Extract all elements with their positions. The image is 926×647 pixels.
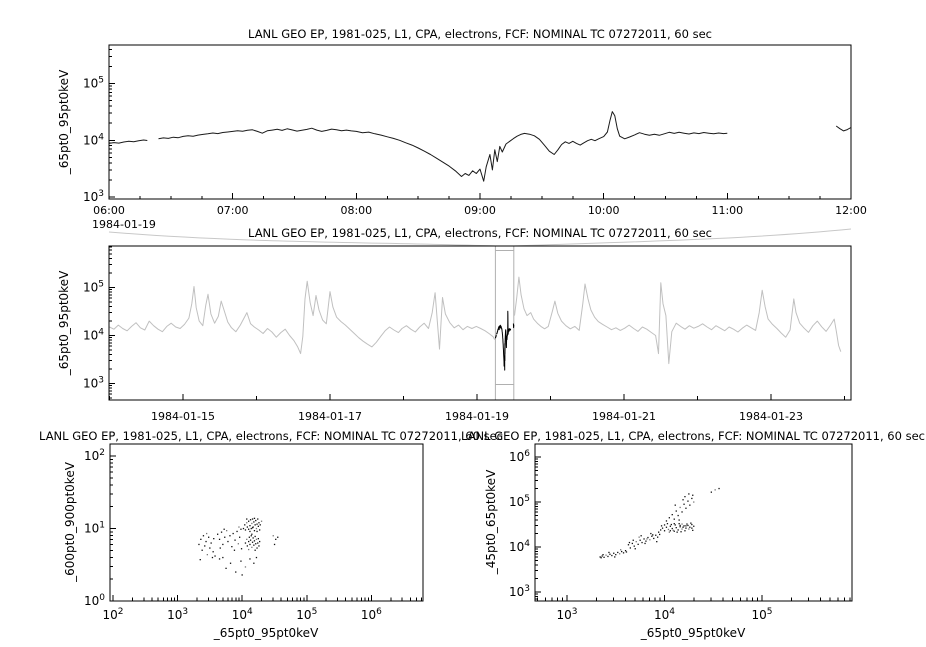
scatter-point xyxy=(251,535,252,536)
scatter-point xyxy=(672,514,673,515)
scatter-point xyxy=(247,545,248,546)
scatter-point xyxy=(251,528,252,529)
top-panel-title: LANL GEO EP, 1981-025, L1, CPA, electrons, FCF: NOMINAL TC 07272011, 60 sec xyxy=(248,27,712,41)
scatter-point xyxy=(221,532,222,533)
scatter-point xyxy=(217,534,218,535)
scatter-point xyxy=(669,532,670,533)
scatter-point xyxy=(659,534,660,535)
y-tick-label: $10^3$ xyxy=(82,375,104,391)
scatter-point xyxy=(689,527,690,528)
scatter-point xyxy=(219,558,220,559)
scatter-point xyxy=(650,533,651,534)
overview-timeseries-panel[interactable] xyxy=(83,247,845,423)
scatter-point xyxy=(640,540,641,541)
x-tick-label: 1984-01-17 xyxy=(298,410,362,423)
scatter-point xyxy=(200,539,201,540)
scatter-point xyxy=(222,557,223,558)
scatter-point xyxy=(253,521,254,522)
x-tick-label: 07:00 xyxy=(216,204,249,217)
scatter-point xyxy=(204,545,205,546)
x-tick-label: 06:00 xyxy=(93,204,125,217)
scatter-point xyxy=(253,537,254,538)
scatter-point xyxy=(715,489,716,490)
scatter-point xyxy=(633,540,634,541)
scatter-point xyxy=(261,521,262,522)
scatter-point xyxy=(644,543,645,544)
scatter-point xyxy=(246,518,247,519)
overview-y-axis-label: _65pt0_95pt0keV xyxy=(57,270,71,376)
scatter-point xyxy=(685,508,686,509)
scatter-left-x-axis-label: _65pt0_95pt0keV xyxy=(213,626,319,640)
scatter-point xyxy=(676,510,677,511)
scatter-point xyxy=(250,519,251,520)
x-tick-label: $10^6$ xyxy=(360,607,382,622)
scatter-point xyxy=(645,541,646,542)
scatter-point xyxy=(239,537,240,538)
scatter-point xyxy=(667,523,668,524)
scatter-point xyxy=(256,524,257,525)
scatter-point xyxy=(208,537,209,538)
scatter-point xyxy=(678,529,679,530)
scatter-point xyxy=(688,493,689,494)
scatter-point xyxy=(252,542,253,543)
scatter-left-points xyxy=(198,518,278,576)
scatter-point xyxy=(211,542,212,543)
scatter-point xyxy=(670,526,671,527)
scatter-point xyxy=(689,505,690,506)
scatter-point xyxy=(248,529,249,530)
scatter-point xyxy=(222,544,223,545)
y-tick-label: $10^1$ xyxy=(83,520,105,536)
scatter-point xyxy=(628,544,629,545)
scatter-point xyxy=(652,534,653,535)
scatter-point xyxy=(623,552,624,553)
scatter-point xyxy=(636,541,637,542)
scatter-right-panel[interactable] xyxy=(509,449,850,622)
scatter-point xyxy=(234,540,235,541)
top-y-axis-label: _65pt0_95pt0keV xyxy=(57,69,71,175)
scatter-point xyxy=(206,533,207,534)
x-tick-label: 1984-01-19 xyxy=(445,410,509,423)
scatter-point xyxy=(256,539,257,540)
scatter-point xyxy=(674,523,675,524)
x-tick-label: 1984-01-15 xyxy=(151,410,215,423)
x-tick-label: 11:00 xyxy=(711,204,744,217)
scatter-point xyxy=(257,542,258,543)
x-tick-label: $10^5$ xyxy=(751,607,773,622)
scatter-point xyxy=(273,535,274,536)
scatter-point xyxy=(258,526,259,527)
scatter-point xyxy=(248,541,249,542)
scatter-point xyxy=(676,527,677,528)
scatter-point xyxy=(233,533,234,534)
scatter-point xyxy=(693,526,694,527)
scatter-point xyxy=(255,543,256,544)
scatter-point xyxy=(684,530,685,531)
scatter-point xyxy=(247,526,248,527)
scatter-point xyxy=(691,498,692,499)
scatter-point xyxy=(224,529,225,530)
y-tick-label: $10^4$ xyxy=(508,539,530,554)
scatter-point xyxy=(242,574,243,575)
scatter-left-title: LANL GEO EP, 1981-025, L1, CPA, electrons, FCF: NOMINAL TC 07272011, 60 sec xyxy=(39,429,503,443)
scatter-point xyxy=(205,541,206,542)
y-tick-label: $10^3$ xyxy=(82,189,104,204)
scatter-left-panel[interactable] xyxy=(84,448,422,622)
scatter-point xyxy=(255,536,256,537)
scatter-point xyxy=(641,542,642,543)
scatter-point xyxy=(254,518,255,519)
scatter-point xyxy=(675,505,676,506)
scatter-left-y-axis-label: _600pt0_900pt0keV xyxy=(63,462,77,582)
scatter-point xyxy=(678,515,679,516)
scatter-point xyxy=(651,536,652,537)
scatter-point xyxy=(202,550,203,551)
x-tick-label: 1984-01-21 xyxy=(592,410,656,423)
scatter-point xyxy=(664,530,665,531)
scatter-point xyxy=(677,532,678,533)
scatter-point xyxy=(646,538,647,539)
y-tick-label: $10^4$ xyxy=(82,327,104,343)
x-tick-label: 12:00 xyxy=(835,204,867,217)
scatter-point xyxy=(234,550,235,551)
scatter-point xyxy=(250,540,251,541)
scatter-point xyxy=(258,522,259,523)
scatter-point xyxy=(632,543,633,544)
scatter-point xyxy=(680,507,681,508)
y-tick-label: $10^3$ xyxy=(508,584,530,599)
scatter-point xyxy=(675,524,676,525)
x-tick-label: $10^4$ xyxy=(231,607,253,622)
scatter-point xyxy=(614,556,615,557)
overview-selected-line xyxy=(495,311,513,370)
scatter-point xyxy=(207,554,208,555)
scatter-point xyxy=(638,544,639,545)
scatter-point xyxy=(684,496,685,497)
scatter-point xyxy=(236,531,237,532)
scatter-point xyxy=(231,546,232,547)
context-selection-box[interactable] xyxy=(495,246,513,400)
x-tick-label: $10^3$ xyxy=(556,607,578,622)
scatter-point xyxy=(249,558,250,559)
scatter-point xyxy=(649,539,650,540)
scatter-point xyxy=(209,547,210,548)
x-tick-label: $10^3$ xyxy=(167,607,189,622)
overview-series-line xyxy=(110,277,841,364)
y-tick-label: $10^6$ xyxy=(508,449,530,464)
scatter-point xyxy=(680,531,681,532)
scatter-point xyxy=(670,530,671,531)
scatter-point xyxy=(619,553,620,554)
scatter-point xyxy=(605,555,606,556)
x-tick-label: $10^5$ xyxy=(296,607,318,622)
scatter-point xyxy=(277,537,278,538)
scatter-point xyxy=(658,532,659,533)
scatter-point xyxy=(235,571,236,572)
scatter-point xyxy=(256,531,257,532)
scatter-point xyxy=(255,550,256,551)
scatter-point xyxy=(673,530,674,531)
scatter-point xyxy=(668,529,669,530)
scatter-point xyxy=(691,528,692,529)
scatter-point xyxy=(260,524,261,525)
scatter-point xyxy=(641,535,642,536)
scatter-point xyxy=(674,519,675,520)
scatter-point xyxy=(682,527,683,528)
scatter-point xyxy=(253,545,254,546)
scatter-point xyxy=(258,538,259,539)
scatter-point xyxy=(246,522,247,523)
scatter-point xyxy=(227,541,228,542)
scatter-point xyxy=(238,543,239,544)
scatter-point xyxy=(256,547,257,548)
scatter-point xyxy=(660,529,661,530)
scatter-point xyxy=(602,554,603,555)
scatter-point xyxy=(685,528,686,529)
scatter-point xyxy=(655,535,656,536)
scatter-point xyxy=(679,519,680,520)
scatter-point xyxy=(274,544,275,545)
scatter-point xyxy=(634,546,635,547)
scatter-point xyxy=(617,552,618,553)
scatter-point xyxy=(224,537,225,538)
scatter-point xyxy=(275,539,276,540)
scatter-point xyxy=(220,547,221,548)
scatter-point xyxy=(241,548,242,549)
scatter-point xyxy=(664,524,665,525)
scatter-point xyxy=(251,534,252,535)
scatter-point xyxy=(629,542,630,543)
scatter-point xyxy=(213,538,214,539)
y-tick-label: $10^4$ xyxy=(82,132,104,148)
scatter-point xyxy=(692,495,693,496)
scatter-right-points xyxy=(600,488,720,558)
scatter-right-y-axis-label: _45pt0_65pt0keV xyxy=(484,469,498,575)
scatter-point xyxy=(249,531,250,532)
scatter-point xyxy=(213,551,214,552)
scatter-point xyxy=(245,542,246,543)
scatter-point xyxy=(608,552,609,553)
scatter-point xyxy=(245,566,246,567)
scatter-point xyxy=(607,556,608,557)
scatter-point xyxy=(691,524,692,525)
scatter-point xyxy=(681,511,682,512)
scatter-point xyxy=(256,528,257,529)
scatter-point xyxy=(249,537,250,538)
scatter-point xyxy=(662,528,663,529)
scatter-point xyxy=(244,524,245,525)
scatter-right-title: LANL GEO EP, 1981-025, L1, CPA, electrons, FCF: NOMINAL TC 07272011, 60 sec xyxy=(461,429,925,443)
overview-panel-border[interactable] xyxy=(109,246,851,400)
scatter-point xyxy=(683,504,684,505)
x-tick-label: $10^2$ xyxy=(102,607,124,622)
scatter-point xyxy=(240,561,241,562)
scatter-point xyxy=(672,528,673,529)
scatter-point xyxy=(259,541,260,542)
scatter-point xyxy=(688,528,689,529)
scatter-point xyxy=(252,518,253,519)
scatter-point xyxy=(680,525,681,526)
scatter-point xyxy=(230,563,231,564)
scatter-point xyxy=(249,544,250,545)
scatter-point xyxy=(647,537,648,538)
scatter-point xyxy=(680,526,681,527)
scatter-right-border[interactable] xyxy=(535,444,852,601)
scatter-point xyxy=(693,501,694,502)
scatter-point xyxy=(203,535,204,536)
x-tick-label: 10:00 xyxy=(587,204,620,217)
scatter-point xyxy=(252,527,253,528)
scatter-point xyxy=(656,541,657,542)
scatter-point xyxy=(248,521,249,522)
scatter-point xyxy=(666,527,667,528)
scatter-point xyxy=(609,554,610,555)
scatter-point xyxy=(626,551,627,552)
scatter-point xyxy=(666,520,667,521)
x-tick-label: $10^4$ xyxy=(653,607,676,622)
scatter-point xyxy=(686,523,687,524)
scatter-point xyxy=(243,528,244,529)
y-tick-label: $10^0$ xyxy=(83,593,105,608)
x-tick-label: 09:00 xyxy=(464,204,496,217)
scatter-point xyxy=(601,557,602,558)
top-panel-border[interactable] xyxy=(109,45,851,199)
scatter-point xyxy=(214,555,215,556)
y-tick-label: $10^5$ xyxy=(508,494,530,509)
scatter-point xyxy=(258,545,259,546)
scatter-point xyxy=(255,520,256,521)
context-box[interactable] xyxy=(495,246,513,400)
scatter-point xyxy=(669,517,670,518)
scatter-point xyxy=(253,563,254,564)
scatter-point xyxy=(259,529,260,530)
scatter-point xyxy=(254,530,255,531)
top-series-line xyxy=(109,112,851,182)
scatter-point xyxy=(248,549,249,550)
scatter-point xyxy=(254,540,255,541)
scatter-point xyxy=(229,535,230,536)
scatter-point xyxy=(615,554,616,555)
scatter-point xyxy=(682,499,683,500)
scatter-point xyxy=(621,551,622,552)
scatter-point xyxy=(683,525,684,526)
scatter-point xyxy=(718,488,719,489)
overview-panel-title: LANL GEO EP, 1981-025, L1, CPA, electrons, FCF: NOMINAL TC 07272011, 60 sec xyxy=(248,226,712,240)
scatter-point xyxy=(687,501,688,502)
scatter-point xyxy=(249,525,250,526)
scatter-point xyxy=(643,538,644,539)
y-tick-label: $10^5$ xyxy=(82,279,104,295)
scatter-point xyxy=(671,524,672,525)
top-x-axis-date-label: 1984-01-19 xyxy=(92,218,156,231)
scatter-point xyxy=(238,526,239,527)
scatter-point xyxy=(240,529,241,530)
scatter-point xyxy=(219,539,220,540)
scatter-point xyxy=(620,549,621,550)
scatter-point xyxy=(611,555,612,556)
scatter-point xyxy=(679,523,680,524)
scatter-point xyxy=(251,547,252,548)
scatter-point xyxy=(226,530,227,531)
scatter-point xyxy=(603,557,604,558)
scatter-point xyxy=(690,523,691,524)
scatter-point xyxy=(257,518,258,519)
scatter-point xyxy=(711,492,712,493)
scatter-point xyxy=(630,547,631,548)
scatter-point xyxy=(692,530,693,531)
scatter-point xyxy=(212,557,213,558)
scatter-point xyxy=(687,525,688,526)
scatter-point xyxy=(639,537,640,538)
top-timeseries-panel[interactable] xyxy=(83,49,867,217)
scatter-point xyxy=(255,524,256,525)
scatter-point xyxy=(198,544,199,545)
scatter-point xyxy=(613,553,614,554)
scatter-point xyxy=(685,525,686,526)
scatter-point xyxy=(635,548,636,549)
scatter-point xyxy=(657,537,658,538)
scatter-point xyxy=(256,557,257,558)
scatter-point xyxy=(245,529,246,530)
scatter-left-border[interactable] xyxy=(110,444,423,601)
scatter-point xyxy=(225,568,226,569)
scatter-point xyxy=(251,523,252,524)
y-tick-label: $10^2$ xyxy=(83,448,105,463)
y-tick-label: $10^5$ xyxy=(82,75,104,91)
x-tick-label: 08:00 xyxy=(340,204,373,217)
scatter-point xyxy=(200,559,201,560)
scatter-point xyxy=(246,539,247,540)
scatter-point xyxy=(681,528,682,529)
scatter-point xyxy=(681,523,682,524)
scatter-point xyxy=(625,550,626,551)
x-tick-label: 1984-01-23 xyxy=(739,410,803,423)
scatter-right-x-axis-label: _65pt0_95pt0keV xyxy=(640,626,746,640)
scatter-point xyxy=(653,538,654,539)
scatter-point xyxy=(602,555,603,556)
scatter-point xyxy=(661,525,662,526)
